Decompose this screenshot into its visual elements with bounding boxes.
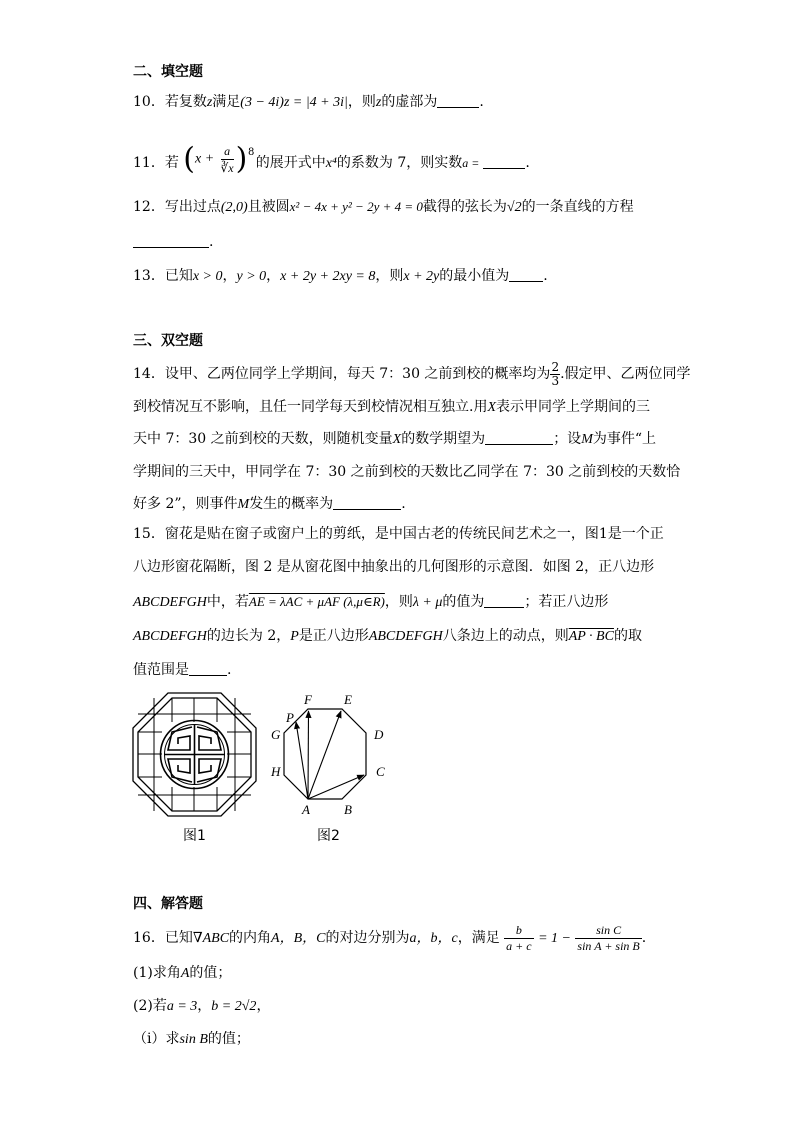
vector-ae bbox=[308, 711, 341, 799]
q14-var: M bbox=[237, 497, 250, 512]
q15-end: . bbox=[227, 662, 232, 678]
q10-var: z bbox=[206, 95, 213, 110]
q12-text: 的一条直线的方程 bbox=[521, 199, 634, 215]
question-10 bbox=[133, 92, 484, 113]
q16-expr: sin B bbox=[179, 1032, 208, 1047]
q11-fraction bbox=[221, 143, 234, 176]
label-p: P bbox=[286, 710, 294, 725]
q15-text: ，则 bbox=[384, 594, 413, 610]
figure-1-window-lattice bbox=[132, 692, 257, 817]
q12-text: 12．写出过点 bbox=[133, 199, 221, 215]
question-14-line-2 bbox=[133, 397, 650, 418]
question-16-part-1 bbox=[133, 963, 231, 984]
q15-text: ；若正八边形 bbox=[524, 594, 609, 610]
question-14-line-3 bbox=[133, 429, 656, 450]
q11-exponent: 8 bbox=[247, 147, 255, 158]
q16-text: 的值； bbox=[189, 965, 232, 981]
q16-text: 的内角 bbox=[229, 930, 272, 946]
q13-end: . bbox=[543, 268, 548, 284]
q13-sep: ， bbox=[222, 268, 237, 284]
q13-text: ，则 bbox=[375, 268, 404, 284]
q11-binomial bbox=[183, 141, 255, 183]
q12-text: 且被圆 bbox=[247, 199, 290, 215]
q13-target: x + 2y bbox=[403, 269, 440, 284]
paren-right: ) bbox=[235, 141, 248, 177]
fraction-numerator: b bbox=[504, 923, 533, 939]
q16-angles: A，B，C bbox=[271, 931, 326, 946]
section-heading-fill-blank: 二、填空题 bbox=[133, 64, 203, 80]
vector-ap bbox=[296, 722, 308, 799]
q15-var: P bbox=[290, 629, 299, 644]
q14-fraction bbox=[550, 361, 560, 388]
question-15-line-5 bbox=[133, 660, 231, 680]
q11-end: . bbox=[525, 155, 530, 171]
label-c: C bbox=[376, 764, 385, 779]
q16-sep: ， bbox=[256, 998, 271, 1014]
answer-blank[interactable] bbox=[483, 154, 525, 169]
q14-text: 14．设甲、乙两位同学上学期间，每天 7：30 之前到校的概率均为 bbox=[133, 366, 551, 382]
question-16 bbox=[133, 922, 646, 955]
label-e: E bbox=[344, 692, 352, 707]
q12-chord: √2 bbox=[506, 200, 522, 215]
question-14-line-1 bbox=[133, 360, 691, 388]
fraction-numerator: a bbox=[221, 143, 234, 160]
q16-text: (2)若 bbox=[133, 998, 167, 1014]
q14-var: X bbox=[487, 400, 497, 415]
q11-text: 的展开式中 bbox=[255, 155, 326, 171]
fraction-denominator: ∛x bbox=[220, 161, 234, 175]
q16-triangle: ∇ABC bbox=[192, 931, 230, 946]
question-14-line-5 bbox=[133, 494, 406, 515]
q14-var: X bbox=[392, 432, 402, 447]
q16-text: (1)求角 bbox=[133, 965, 181, 981]
vector-af bbox=[308, 711, 309, 799]
q14-text: 到校情况互不影响，且任一同学每天到校情况相互独立.用 bbox=[133, 399, 488, 415]
label-b: B bbox=[344, 802, 352, 817]
q15-text: 值范围是 bbox=[133, 662, 189, 678]
q14-text: 表示甲同学上学期间的三 bbox=[496, 399, 651, 415]
question-11 bbox=[133, 143, 530, 183]
q16-text: ，满足 bbox=[457, 930, 500, 946]
q15-dot-product: AP · BC bbox=[568, 629, 614, 644]
q16-cond: b = 2√2 bbox=[211, 999, 257, 1014]
question-16-part-2 bbox=[133, 996, 270, 1017]
question-13 bbox=[133, 266, 548, 287]
q13-cond: y > 0 bbox=[236, 269, 267, 284]
fraction-numerator: sin C bbox=[575, 923, 641, 939]
q14-text: ；设 bbox=[553, 431, 582, 447]
q15-text: 八条边上的动点，则 bbox=[442, 628, 569, 644]
q11-text: 的系数为 7，则实数 bbox=[336, 155, 463, 171]
q10-end: . bbox=[479, 94, 484, 110]
q10-text: 10．若复数 bbox=[133, 94, 207, 110]
q14-text: .假定甲、乙两位同学 bbox=[560, 366, 691, 382]
question-14-line-4: 学期间的三天中，甲同学在 7：30 之前到校的天数比乙同学在 7：30 之前到校的天数恰 bbox=[133, 464, 681, 480]
question-15-line-1: 15．窗花是贴在窗子或窗户上的剪纸，是中国古老的传统民间艺术之一，图1是一个正 bbox=[133, 526, 664, 542]
q12-text: 截得的弦长为 bbox=[422, 199, 507, 215]
q16-sides: a，b，c bbox=[409, 931, 458, 946]
q15-expr: λ + μ bbox=[412, 595, 443, 610]
vertex-labels bbox=[270, 692, 385, 817]
answer-blank[interactable] bbox=[485, 430, 553, 445]
q15-polygon: ABCDEFGH bbox=[133, 629, 207, 644]
figure-1-caption: 图1 bbox=[183, 828, 206, 844]
label-h: H bbox=[271, 764, 281, 779]
q16-var: A bbox=[180, 966, 190, 981]
q14-text: 天中 7：30 之前到校的天数，则随机变量 bbox=[133, 431, 393, 447]
figure-2-caption: 图2 bbox=[317, 828, 340, 844]
answer-blank[interactable] bbox=[437, 93, 479, 108]
question-15-line-3 bbox=[133, 592, 608, 613]
vectors bbox=[296, 711, 364, 799]
question-12 bbox=[133, 197, 634, 218]
answer-blank[interactable] bbox=[189, 661, 227, 676]
q13-text: 13．已知 bbox=[133, 268, 193, 284]
q14-text: 发生的概率为 bbox=[249, 496, 334, 512]
q15-text: 的取 bbox=[613, 628, 642, 644]
q16-text: 16．已知 bbox=[133, 930, 193, 946]
q12-circle: x² − 4x + y² − 2y + 4 = 0 bbox=[289, 199, 423, 214]
q15-text: 的值为 bbox=[442, 594, 485, 610]
q16-fraction-2 bbox=[575, 923, 641, 954]
q16-fraction-1 bbox=[504, 923, 533, 954]
question-15-line-4 bbox=[133, 626, 642, 647]
figure-2-octagon bbox=[266, 688, 396, 818]
q11-var: a = bbox=[462, 156, 480, 170]
fraction-denominator: 3 bbox=[551, 373, 560, 388]
q11-expr: x + bbox=[195, 151, 215, 167]
q15-text: 中，若 bbox=[206, 594, 249, 610]
answer-blank[interactable] bbox=[133, 233, 209, 248]
q12-end: . bbox=[209, 234, 214, 250]
q10-expr: (3 − 4i)z = |4 + 3i| bbox=[240, 95, 348, 110]
q13-text: 的最小值为 bbox=[439, 268, 510, 284]
q11-term: x⁴ bbox=[325, 156, 337, 171]
q13-sep: ， bbox=[266, 268, 281, 284]
label-g: G bbox=[271, 727, 281, 742]
label-a: A bbox=[302, 802, 310, 817]
label-f: F bbox=[304, 692, 312, 707]
question-16-part-2-i bbox=[133, 1029, 250, 1050]
q10-var: z bbox=[375, 95, 382, 110]
q14-end: . bbox=[401, 496, 406, 512]
q12-point: (2,0) bbox=[220, 200, 248, 215]
q15-polygon: ABCDEFGH bbox=[368, 629, 443, 644]
question-15-line-2: 八边形窗花隔断，图 2 是从窗花图中抽象出的几何图形的示意图．如图 2，正八边形 bbox=[133, 559, 655, 575]
q13-cond: x + 2y + 2xy = 8 bbox=[280, 269, 376, 284]
vector-ac bbox=[308, 775, 364, 799]
q10-text: ，则 bbox=[347, 94, 376, 110]
q15-vector-eq: AE = λAC + μAF (λ,μ∈R) bbox=[248, 594, 385, 609]
answer-blank[interactable] bbox=[333, 495, 401, 510]
q10-text: 的虚部为 bbox=[381, 94, 438, 110]
q15-polygon: ABCDEFGH bbox=[133, 595, 207, 610]
label-d: D bbox=[374, 727, 384, 742]
q16-sep: ， bbox=[197, 998, 212, 1014]
q14-text: 的数学期望为 bbox=[401, 431, 486, 447]
q16-end: . bbox=[641, 930, 647, 946]
q16-equals: = 1 − bbox=[538, 931, 571, 946]
section-heading-double-blank: 三、双空题 bbox=[133, 333, 203, 349]
answer-blank[interactable] bbox=[509, 267, 543, 282]
q10-text: 满足 bbox=[212, 94, 241, 110]
q15-text: 是正八边形 bbox=[298, 628, 369, 644]
answer-blank[interactable] bbox=[484, 593, 524, 608]
q14-text: 为事件“上 bbox=[592, 431, 657, 447]
q16-text: 的对边分别为 bbox=[325, 930, 410, 946]
q13-cond: x > 0 bbox=[192, 269, 223, 284]
q14-var: M bbox=[581, 432, 593, 447]
fraction-denominator: sin A + sin B bbox=[577, 938, 640, 953]
fraction-numerator: 2 bbox=[551, 359, 560, 374]
q11-text: 11．若 bbox=[133, 155, 179, 171]
q15-text: 的边长为 2， bbox=[206, 628, 291, 644]
question-12-answer-line bbox=[133, 232, 213, 252]
fraction-denominator: a + c bbox=[506, 938, 532, 953]
q16-text: （ⅰ）求 bbox=[133, 1031, 180, 1047]
paren-left: ( bbox=[183, 141, 195, 177]
section-heading-answer: 四、解答题 bbox=[133, 896, 203, 912]
q16-text: 的值； bbox=[207, 1031, 250, 1047]
q14-text: 好多 2”，则事件 bbox=[133, 496, 238, 512]
q16-cond: a = 3 bbox=[166, 999, 198, 1014]
